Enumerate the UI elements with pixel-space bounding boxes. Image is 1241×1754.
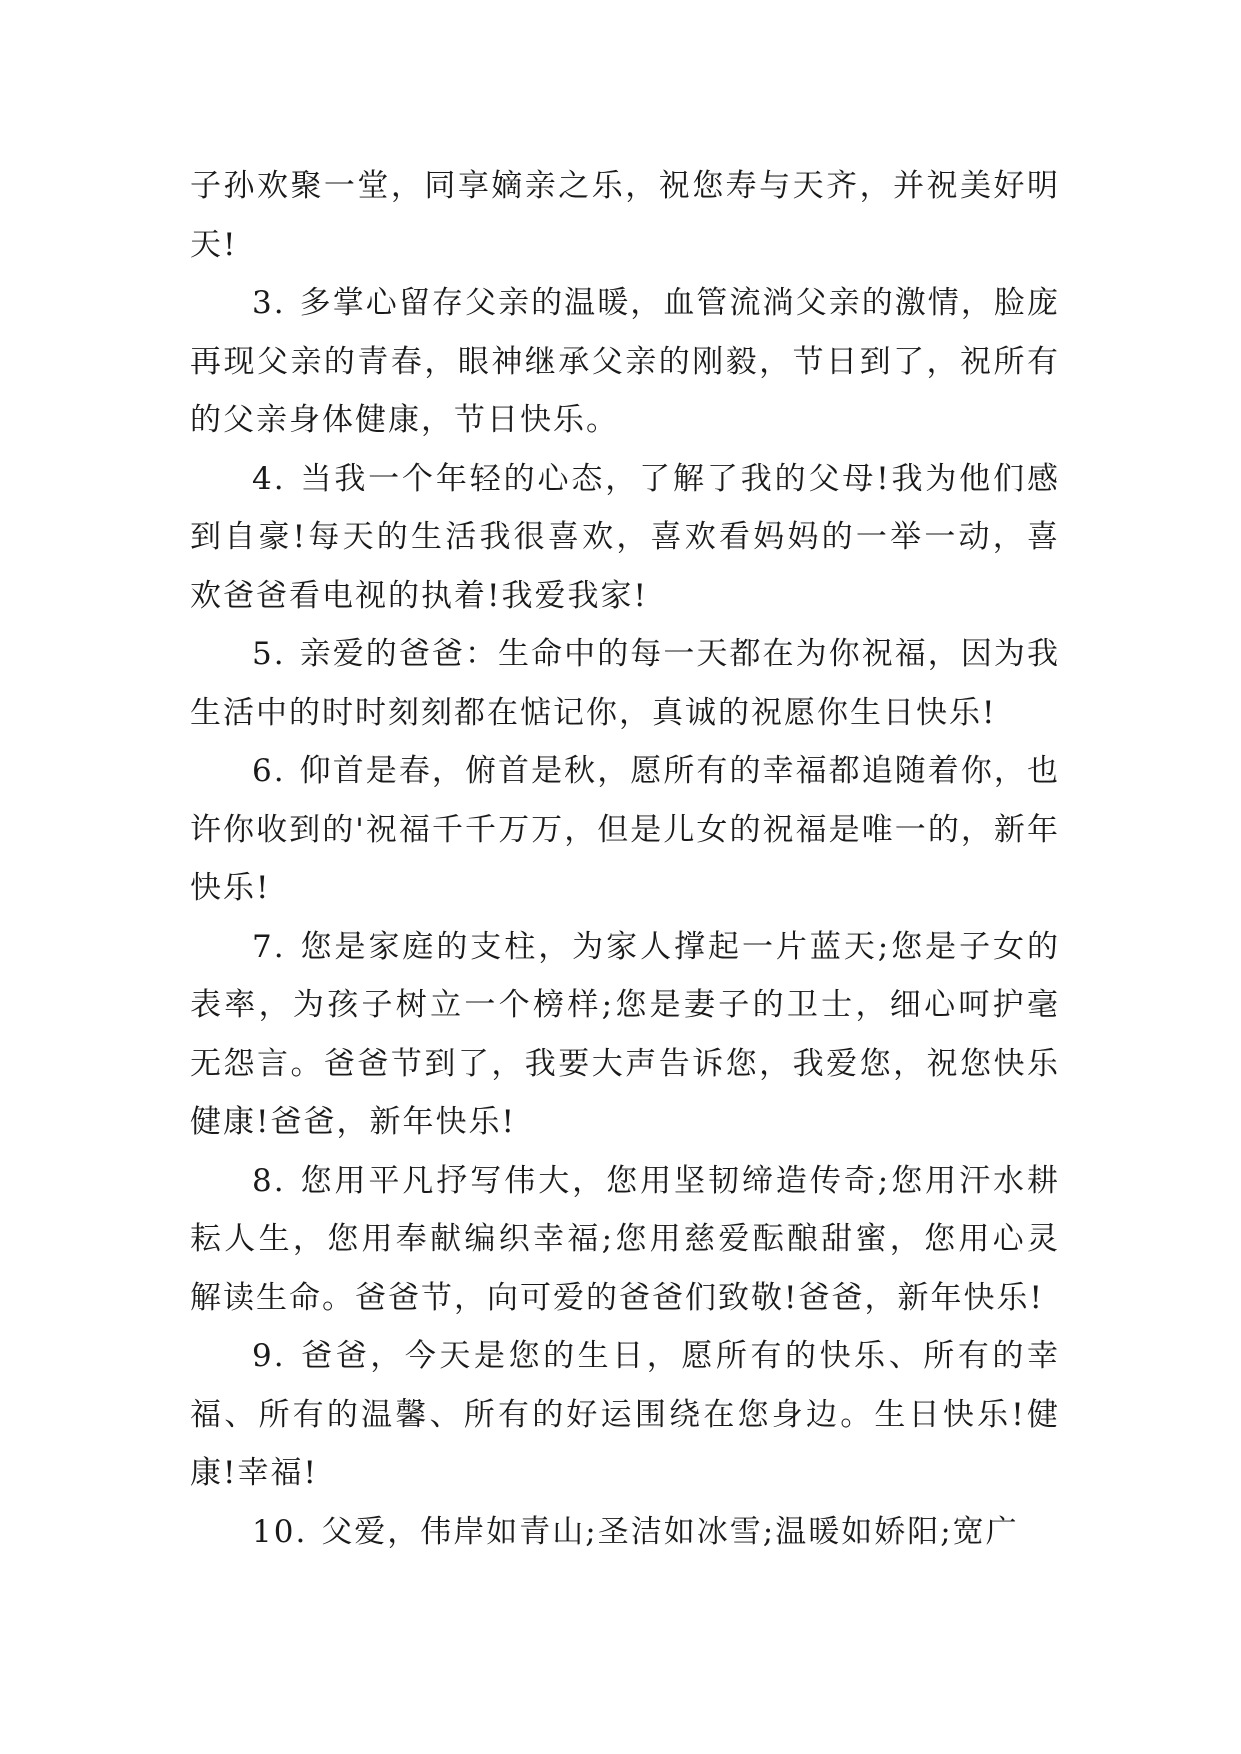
item-number: 3. [252, 285, 286, 321]
item-number: 7. [252, 928, 286, 965]
document-body [190, 157, 1060, 1561]
item-text: 您用平凡抒写伟大，您用坚韧缔造传奇;您用汗水耕耘人生，您用奉献编织幸福;您用慈爱酝酿甜蜜，您用心灵解读生命。爸爸节，向可爱的爸爸们致敬!爸爸，新年快乐! [190, 1162, 1060, 1316]
item-3 [190, 274, 1060, 450]
item-number: 5. [252, 636, 286, 672]
item-number: 6. [252, 753, 286, 789]
item-text: 多掌心留存父亲的温暖，血管流淌父亲的激情，脸庞再现父亲的青春，眼神继承父亲的刚毅，节日到了，祝所有的父亲身体健康，节日快乐。 [190, 285, 1060, 438]
item-number: 4. [252, 460, 286, 497]
item-text: 亲爱的爸爸：生命中的每一天都在为你祝福，因为我生活中的时时刻刻都在惦记你，真诚的祝愿你生日快乐! [190, 636, 1060, 731]
item-text: 您是家庭的支柱，为家人撑起一片蓝天;您是子女的表率，为孩子树立一个榜样;您是妻子的卫士，细心呵护毫无怨言。爸爸节到了，我要大声告诉您，我爱您，祝您快乐健康!爸爸，新年快乐! [190, 928, 1060, 1140]
item-text: 父爱，伟岸如青山;圣洁如冰雪;温暖如娇阳;宽广 [321, 1513, 1019, 1550]
item-number: 9. [252, 1338, 286, 1374]
item-text: 仰首是春，俯首是秋，愿所有的幸福都追随着你，也许你收到的'祝福千千万万，但是儿女的祝福是唯一的，新年快乐! [190, 753, 1060, 906]
item-4 [190, 450, 1060, 626]
continuation-paragraph: 子孙欢聚一堂，同享嫡亲之乐，祝您寿与天齐，并祝美好明天! [190, 168, 1060, 263]
item-8 [190, 1152, 1060, 1328]
item-number: 8. [252, 1162, 286, 1199]
item-10 [190, 1503, 1060, 1562]
item-5 [190, 625, 1060, 742]
item-text: 当我一个年轻的心态，了解了我的父母!我为他们感到自豪!每天的生活我很喜欢，喜欢看妈妈的一举一动，喜欢爸爸看电视的执着!我爱我家! [190, 460, 1060, 614]
item-number: 10. [252, 1513, 308, 1550]
item-text: 爸爸，今天是您的生日，愿所有的快乐、所有的幸福、所有的温馨、所有的好运围绕在您身边。生日快乐!健康!幸福! [190, 1338, 1060, 1491]
item-9 [190, 1327, 1060, 1503]
item-7 [190, 918, 1060, 1152]
item-6 [190, 742, 1060, 918]
